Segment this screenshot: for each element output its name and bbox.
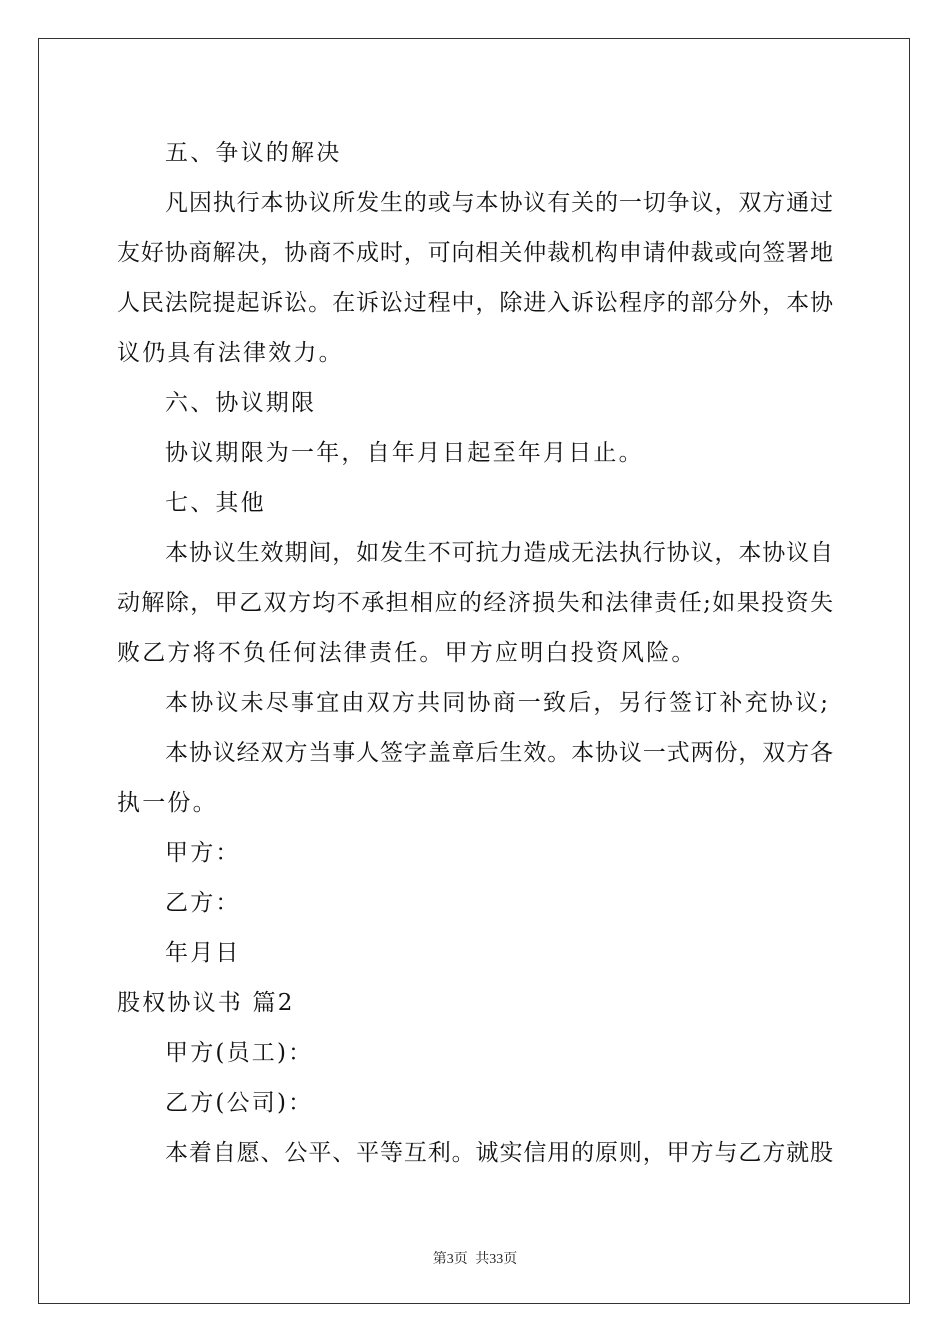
text-line: 败乙方将不负任何法律责任。甲方应明白投资风险。 (117, 640, 697, 666)
text-line: 本协议未尽事宜由双方共同协商一致后，另行签订补充协议; (165, 690, 831, 716)
text-line: 甲方(员工)： (165, 1040, 314, 1066)
text-line: 凡因执行本协议所发生的或与本协议有关的一切争议，双方通过 (165, 190, 833, 216)
text-line: 乙方： (165, 890, 241, 916)
total-pages-label: 共33页 (475, 1252, 518, 1267)
page-footer (0, 1248, 950, 1268)
text-line: 协议期限为一年，自年月日起至年月日止。 (165, 440, 644, 466)
text-line: 议仍具有法律效力。 (117, 340, 344, 366)
text-line: 甲方： (165, 840, 241, 866)
text-line: 七、其他 (165, 490, 266, 516)
text-line: 股权协议书 篇2 (117, 990, 295, 1016)
text-line: 执一份。 (117, 790, 218, 816)
text-line: 本协议生效期间，如发生不可抗力造成无法执行协议，本协议自 (165, 540, 833, 566)
text-line: 乙方(公司)： (165, 1090, 314, 1116)
text-line: 本协议经双方当事人签字盖章后生效。本协议一式两份，双方各 (165, 740, 833, 766)
text-line: 动解除，甲乙双方均不承担相应的经济损失和法律责任;如果投资失 (117, 590, 833, 616)
text-line: 六、协议期限 (165, 390, 317, 416)
text-line: 人民法院提起诉讼。在诉讼过程中，除进入诉讼程序的部分外，本协 (117, 290, 833, 316)
text-line: 友好协商解决，协商不成时，可向相关仲裁机构申请仲裁或向签署地 (117, 240, 833, 266)
text-line: 本着自愿、公平、平等互利。诚实信用的原则，甲方与乙方就股 (165, 1140, 833, 1166)
current-page-label: 第3页 (432, 1252, 468, 1267)
text-line: 五、争议的解决 (165, 140, 342, 166)
document-body (117, 128, 833, 1178)
text-line: 年月日 (165, 940, 241, 966)
